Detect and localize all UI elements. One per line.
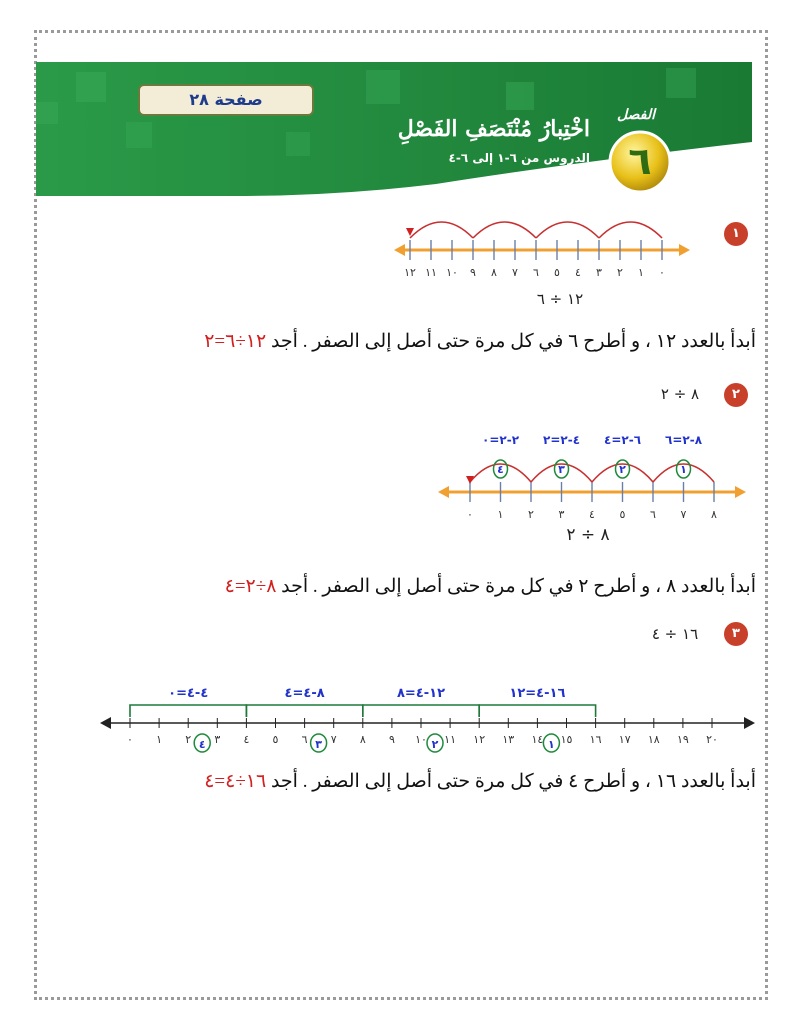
number-line-3 bbox=[100, 678, 760, 758]
line-3-tick-label: ٦ bbox=[301, 733, 308, 746]
line-2-tick-label: ٠ bbox=[467, 508, 473, 521]
line-3-step-number: ٣ bbox=[315, 738, 322, 751]
line-3-tick-label: ١٥ bbox=[560, 733, 573, 746]
question-2-badge: ٢ bbox=[724, 383, 748, 407]
line-3-tick-label: ١١ bbox=[444, 733, 457, 746]
line-3-tick-label: ٢ bbox=[185, 733, 192, 746]
line-2-arrow-right bbox=[735, 486, 746, 498]
line-3-step-label: ٨-٤=٤ bbox=[284, 686, 325, 701]
line-3-tick-label: ٣ bbox=[214, 733, 221, 746]
question-3-expression: ١٦ ÷ ٤ bbox=[651, 625, 699, 643]
line-1-tick-label: ١١ bbox=[425, 266, 437, 279]
line-3-tick-label: ٧ bbox=[330, 733, 337, 746]
line-3-tick-label: ١٧ bbox=[618, 733, 631, 746]
line-1-tick-label: ٥ bbox=[554, 266, 560, 279]
question-1-expression: ١٢ ÷ ٦ bbox=[536, 290, 584, 308]
question-2-sentence bbox=[225, 575, 756, 598]
line-3-group-bracket bbox=[363, 705, 479, 717]
question-2-sentence-text: أبدأ بالعدد ٨ ، و أطرح ٢ في كل مرة حتى أصل إلى الصفر . أجد bbox=[281, 576, 756, 597]
line-3-group-bracket bbox=[130, 705, 246, 717]
line-3-group-bracket bbox=[479, 705, 595, 717]
line-3-group-bracket bbox=[246, 705, 362, 717]
line-3-step-label: ٤-٤=٠ bbox=[168, 686, 209, 701]
line-1-tick-label: ١٢ bbox=[404, 266, 416, 279]
line-1-tick-label: ١ bbox=[638, 266, 644, 279]
line-2-tick-label: ٦ bbox=[650, 508, 656, 521]
question-3-sentence bbox=[204, 770, 756, 793]
line-3-arrow-left bbox=[100, 717, 111, 729]
question-1-sentence-text: أبدأ بالعدد ١٢ ، و أطرح ٦ في كل مرة حتى أصل إلى الصفر . أجد bbox=[270, 331, 756, 352]
question-2-expression: ٨ ÷ ٢ bbox=[660, 385, 700, 403]
question-3-sentence-text: أبدأ بالعدد ١٦ ، و أطرح ٤ في كل مرة حتى أصل إلى الصفر . أجد bbox=[270, 771, 756, 792]
line-1-tick-label: ٤ bbox=[575, 266, 581, 279]
page-label: صفحة ٢٨ bbox=[138, 84, 314, 116]
line-2-arrow-left bbox=[438, 486, 449, 498]
line-1-tick-label: ٣ bbox=[596, 266, 602, 279]
line-2-tick-label: ٥ bbox=[619, 508, 626, 521]
chapter-word: الفصل bbox=[617, 107, 655, 123]
line-3-arrow-right bbox=[744, 717, 755, 729]
line-1-tick-label: ٨ bbox=[491, 266, 497, 279]
line-1-tick-label: ٢ bbox=[617, 266, 623, 279]
line-3-tick-label: ١٠ bbox=[415, 733, 427, 746]
line-3-tick-label: ٤ bbox=[243, 733, 250, 746]
line-3-step-number: ٤ bbox=[198, 738, 206, 751]
line-2-step-label: ٨-٢=٦ bbox=[664, 433, 703, 447]
question-2-expression-below: ٨ ÷ ٢ bbox=[566, 525, 610, 545]
line-1-arrow-right bbox=[679, 244, 690, 256]
line-1-arrow-left bbox=[394, 244, 405, 256]
chapter-title: اخْتِبارُ مُنْتَصَفِ الفَصْلِ bbox=[397, 116, 590, 142]
line-2-step-label: ٦-٢=٤ bbox=[603, 433, 642, 447]
line-3-tick-label: ١٩ bbox=[676, 733, 689, 746]
line-1-tick-label: ١٠ bbox=[446, 266, 458, 279]
question-1-badge: ١ bbox=[724, 222, 748, 246]
line-2-tick-label: ٨ bbox=[711, 508, 717, 521]
line-3-tick-label: ٨ bbox=[359, 733, 366, 746]
line-3-tick-label: ١٦ bbox=[589, 733, 602, 746]
line-2-tick-label: ٣ bbox=[558, 508, 565, 521]
line-2-step-label: ٢-٢=٠ bbox=[481, 433, 520, 447]
line-3-tick-label: ١٨ bbox=[647, 733, 660, 746]
line-1-jump-arc bbox=[410, 222, 473, 238]
line-3-tick-label: ١٤ bbox=[531, 733, 544, 746]
question-2-answer: ٨÷٢=٤ bbox=[224, 576, 277, 597]
line-2-tick-label: ١ bbox=[497, 508, 504, 521]
line-3-step-label: ١٢-٤=٨ bbox=[396, 686, 446, 701]
line-2-step-number: ١ bbox=[680, 463, 687, 476]
line-1-tick-label: ٦ bbox=[533, 266, 539, 279]
line-2-step-number: ٢ bbox=[619, 463, 626, 476]
line-3-tick-label: ١ bbox=[156, 733, 163, 746]
line-1-jump-arc bbox=[536, 222, 599, 238]
line-3-step-label: ١٦-٤=١٢ bbox=[509, 686, 566, 701]
line-1-jump-arc bbox=[473, 222, 536, 238]
line-3-tick-label: ٥ bbox=[272, 733, 279, 746]
question-1-answer: ١٢÷٦=٢ bbox=[204, 331, 267, 352]
line-1-jump-arc bbox=[599, 222, 662, 238]
line-3-tick-label: ٩ bbox=[388, 733, 395, 746]
line-1-tick-label: ٠ bbox=[659, 266, 665, 279]
question-3-badge: ٣ bbox=[724, 622, 748, 646]
line-2-tick-label: ٤ bbox=[589, 508, 595, 521]
number-line-1 bbox=[390, 210, 700, 300]
chapter-number: ٦ bbox=[628, 139, 652, 183]
question-3-answer: ١٦÷٤=٤ bbox=[204, 771, 267, 792]
line-2-tick-label: ٧ bbox=[680, 508, 687, 521]
line-3-tick-label: ١٣ bbox=[502, 733, 515, 746]
line-1-tick-label: ٧ bbox=[512, 266, 518, 279]
chapter-subtitle: الدروس من ٦-١ إلى ٦-٤ bbox=[448, 151, 590, 165]
line-3-step-number: ٢ bbox=[431, 738, 439, 751]
line-2-step-label: ٤-٢=٢ bbox=[542, 433, 581, 447]
line-3-tick-label: ١٢ bbox=[473, 733, 486, 746]
line-3-step-number: ١ bbox=[548, 738, 555, 751]
line-2-step-number: ٤ bbox=[497, 463, 504, 476]
number-line-2 bbox=[436, 432, 756, 522]
line-3-tick-label: ٢٠ bbox=[706, 733, 718, 746]
line-1-tick-label: ٩ bbox=[470, 266, 476, 279]
line-2-tick-label: ٢ bbox=[528, 508, 534, 521]
question-1-sentence bbox=[204, 330, 756, 353]
line-2-step-number: ٣ bbox=[558, 463, 565, 476]
line-3-tick-label: ٠ bbox=[127, 733, 133, 746]
